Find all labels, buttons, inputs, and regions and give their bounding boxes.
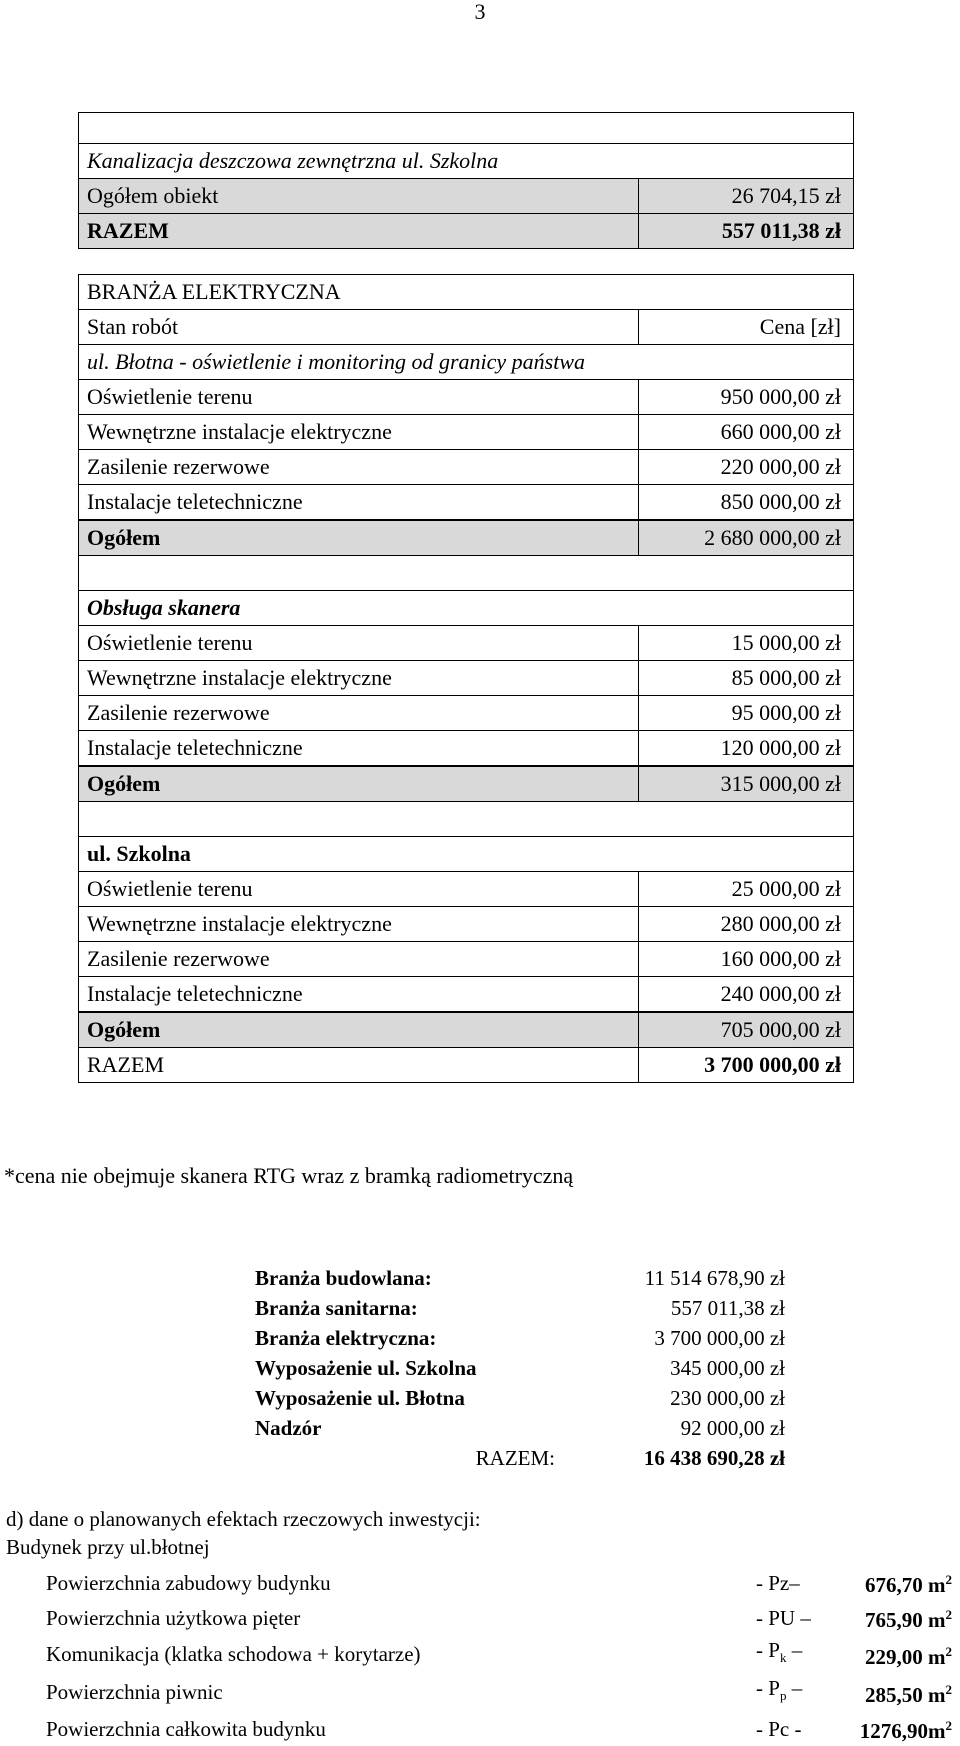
row-value: 95 000,00 zł xyxy=(639,696,854,731)
section-title-row xyxy=(79,591,854,626)
area-value xyxy=(836,1600,952,1635)
total-value: 315 000,00 zł xyxy=(639,766,854,802)
area-value xyxy=(836,1673,952,1711)
area-unit-exponent: 2 xyxy=(945,1572,952,1587)
row-label: Oświetlenie terenu xyxy=(79,872,639,907)
table-row xyxy=(79,731,854,767)
section-total-row xyxy=(79,766,854,802)
total-label: Ogółem xyxy=(79,766,639,802)
area-description: Powierzchnia piwnic xyxy=(46,1680,223,1705)
area-description: Powierzchnia zabudowy budynku xyxy=(46,1570,331,1595)
table-row xyxy=(79,450,854,485)
section-total-row xyxy=(79,520,854,556)
table-row xyxy=(79,485,854,521)
row-label: Instalacje teletechniczne xyxy=(79,977,639,1013)
header-label: Stan robót xyxy=(79,310,639,345)
row-value: 850 000,00 zł xyxy=(639,485,854,521)
area-description: Powierzchnia całkowita budynku xyxy=(46,1716,326,1741)
total-value: 2 680 000,00 zł xyxy=(639,520,854,556)
row-label: Zasilenie rezerwowe xyxy=(79,696,639,731)
row-value: 950 000,00 zł xyxy=(639,380,854,415)
total-label: Ogółem xyxy=(79,520,639,556)
summary-row xyxy=(255,1293,785,1323)
row-value: 280 000,00 zł xyxy=(639,907,854,942)
area-description: Komunikacja (klatka schodowa + korytarze) xyxy=(46,1642,421,1667)
grand-total-row xyxy=(79,1048,854,1083)
page-number: 3 xyxy=(474,0,486,24)
summary-value: 230 000,00 zł xyxy=(670,1386,785,1410)
total-value: 705 000,00 zł xyxy=(639,1012,854,1048)
row-value: 120 000,00 zł xyxy=(639,731,854,767)
row-label: Wewnętrzne instalacje elektryczne xyxy=(79,415,639,450)
sanitation-table xyxy=(78,112,854,249)
row-value: 220 000,00 zł xyxy=(639,450,854,485)
row-value: 25 000,00 zł xyxy=(639,872,854,907)
section-title-row xyxy=(79,345,854,380)
area-unit-exponent: 2 xyxy=(945,1643,952,1659)
area-unit-exponent: 2 xyxy=(945,1681,952,1697)
row-label: Instalacje teletechniczne xyxy=(79,731,639,767)
footnote: *cena nie obejmuje skanera RTG wraz z bramką radiometryczną xyxy=(4,1163,574,1188)
table-row xyxy=(79,872,854,907)
grand-total-value: 3 700 000,00 zł xyxy=(639,1048,854,1083)
row-label: Oświetlenie terenu xyxy=(79,380,639,415)
area-unit-exponent: 2 xyxy=(945,1718,952,1734)
section-title: ul. Błotna - oświetlenie i monitoring od granicy państwa xyxy=(79,345,854,380)
table-row xyxy=(79,696,854,731)
summary-row xyxy=(255,1413,785,1443)
table-title: BRANŻA ELEKTRYCZNA xyxy=(79,275,854,310)
section-title-row xyxy=(79,837,854,872)
area-value xyxy=(836,1565,952,1600)
area-value-text: 765,90 m xyxy=(865,1608,946,1632)
row-value: 557 011,38 zł xyxy=(639,214,854,249)
summary-total-value: 16 438 690,28 zł xyxy=(643,1446,785,1470)
area-symbol-subscript: k xyxy=(779,1650,787,1666)
summary-value: 557 011,38 zł xyxy=(670,1296,785,1320)
area-value xyxy=(836,1635,952,1673)
area-symbol-dash: – xyxy=(786,1638,803,1662)
summary-table xyxy=(255,1263,785,1473)
area-row xyxy=(46,1673,952,1711)
summary-value: 11 514 678,90 zł xyxy=(644,1266,785,1290)
row-value: 26 704,15 zł xyxy=(639,179,854,214)
table-row xyxy=(79,661,854,696)
area-symbol xyxy=(756,1673,836,1711)
row-label: Zasilenie rezerwowe xyxy=(79,450,639,485)
summary-row xyxy=(255,1353,785,1383)
row-label: Wewnętrzne instalacje elektryczne xyxy=(79,661,639,696)
section-title: Obsługa skanera xyxy=(79,591,854,626)
summary-label: Wyposażenie ul. Błotna xyxy=(255,1386,465,1410)
area-value-text: 1276,90m xyxy=(859,1719,946,1744)
area-row xyxy=(46,1711,952,1746)
table-row xyxy=(79,179,854,214)
area-row xyxy=(46,1635,952,1673)
area-symbol-dash: – xyxy=(786,1676,803,1701)
row-label: RAZEM xyxy=(79,214,639,249)
row-label: Oświetlenie terenu xyxy=(79,626,639,661)
summary-label: Branża budowlana: xyxy=(255,1266,432,1290)
table-row xyxy=(79,415,854,450)
area-symbol-text: - P xyxy=(756,1676,780,1701)
area-row xyxy=(46,1600,952,1635)
summary-label: Branża elektryczna: xyxy=(255,1326,437,1350)
empty-row xyxy=(79,113,854,144)
area-symbol xyxy=(756,1711,836,1746)
summary-total-label: RAZEM: xyxy=(475,1446,555,1470)
area-unit-exponent: 2 xyxy=(945,1607,952,1622)
row-label: Ogółem obiekt xyxy=(79,179,639,214)
table-row xyxy=(79,626,854,661)
area-symbol-text: - Pc - xyxy=(756,1716,802,1741)
table-row xyxy=(79,907,854,942)
area-value-text: 229,00 m xyxy=(865,1644,946,1669)
row-value: 85 000,00 zł xyxy=(639,661,854,696)
row-label: Zasilenie rezerwowe xyxy=(79,942,639,977)
area-description: Powierzchnia użytkowa pięter xyxy=(46,1605,301,1630)
summary-label: Wyposażenie ul. Szkolna xyxy=(255,1356,477,1380)
empty-row xyxy=(79,556,854,591)
table-row xyxy=(79,942,854,977)
area-symbol xyxy=(756,1635,836,1673)
header-value: Cena [zł] xyxy=(639,310,854,345)
area-value-text: 285,50 m xyxy=(865,1682,946,1707)
row-value: 160 000,00 zł xyxy=(639,942,854,977)
summary-total-row xyxy=(255,1443,785,1473)
electrical-table xyxy=(78,274,854,1083)
row-label: Wewnętrzne instalacje elektryczne xyxy=(79,907,639,942)
empty-row xyxy=(79,802,854,837)
summary-value: 92 000,00 zł xyxy=(680,1416,785,1440)
grand-total-label: RAZEM xyxy=(79,1048,639,1083)
summary-row xyxy=(255,1383,785,1413)
areas-table xyxy=(46,1565,952,1746)
row-value: 15 000,00 zł xyxy=(639,626,854,661)
table-row xyxy=(79,275,854,310)
row-value: 240 000,00 zł xyxy=(639,977,854,1013)
area-symbol-text: - PU – xyxy=(756,1605,811,1630)
table-row xyxy=(79,977,854,1013)
area-symbol-subscript: p xyxy=(779,1688,787,1704)
area-symbol-text: - P xyxy=(756,1638,780,1662)
summary-label: Nadzór xyxy=(255,1416,322,1440)
table-header-row xyxy=(79,310,854,345)
row-value: 660 000,00 zł xyxy=(639,415,854,450)
section-title: ul. Szkolna xyxy=(79,837,854,872)
table-title: Kanalizacja deszczowa zewnętrzna ul. Szkolna xyxy=(79,144,854,179)
area-symbol-text: - Pz– xyxy=(756,1570,800,1595)
effects-heading: d) dane o planowanych efektach rzeczowych inwestycji: xyxy=(6,1507,481,1531)
table-row xyxy=(79,214,854,249)
table-row xyxy=(79,380,854,415)
summary-value: 345 000,00 zł xyxy=(670,1356,785,1380)
table-row xyxy=(79,144,854,179)
summary-value: 3 700 000,00 zł xyxy=(654,1326,785,1350)
area-symbol xyxy=(756,1565,836,1600)
row-label: Instalacje teletechniczne xyxy=(79,485,639,521)
summary-row xyxy=(255,1323,785,1353)
area-value xyxy=(836,1711,952,1746)
area-row xyxy=(46,1565,952,1600)
area-symbol xyxy=(756,1600,836,1635)
summary-row xyxy=(255,1263,785,1293)
summary-label: Branża sanitarna: xyxy=(255,1296,418,1320)
total-label: Ogółem xyxy=(79,1012,639,1048)
section-total-row xyxy=(79,1012,854,1048)
area-value-text: 676,70 m xyxy=(865,1573,946,1597)
building-title: Budynek przy ul.błotnej xyxy=(6,1535,210,1559)
